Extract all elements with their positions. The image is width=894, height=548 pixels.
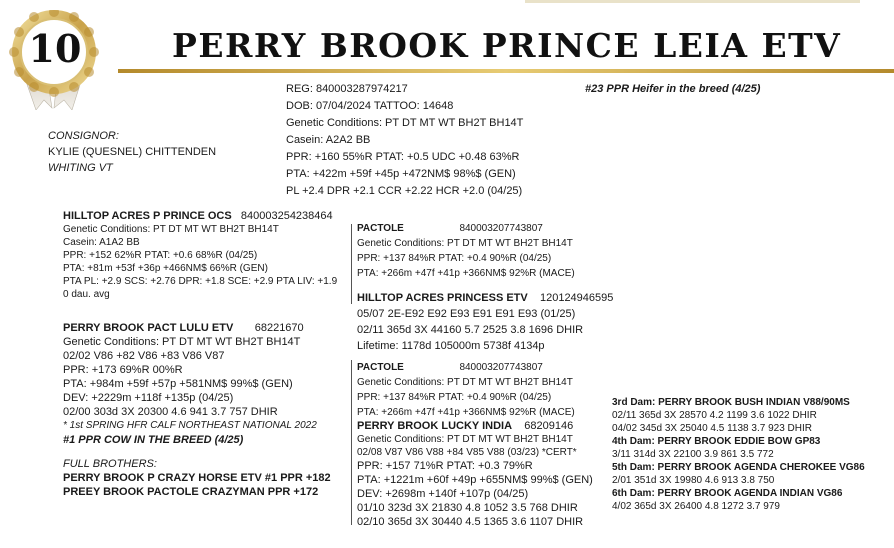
ancestry-label: 6th Dam: PERRY BROOK AGENDA INDIAN VG86 (612, 488, 843, 499)
dams-sire-line: Genetic Conditions: PT DT MT WT BH2T BH14T (357, 377, 573, 388)
dam-line: PPR: +173 69%R 00%R (63, 364, 183, 376)
consignor-name: KYLIE (QUESNEL) CHITTENDEN (48, 146, 217, 158)
sire-line: 0 dau. avg (63, 289, 110, 300)
ancestry-line: 04/02 345d 3X 25040 4.5 1138 3.7 923 DHIR (612, 423, 812, 434)
sires-dam-line: Lifetime: 1178d 105000m 5738f 4134p (357, 340, 545, 352)
dams-sire-reg: 840003207743807 (459, 362, 543, 373)
sires-sire-reg: 840003207743807 (459, 223, 543, 234)
dams-dam-name: PERRY BROOK LUCKY INDIA (357, 420, 513, 432)
dams-sire-block (357, 361, 575, 419)
consignor-block (48, 129, 216, 175)
ancestry-line: 4/02 365d 3X 26400 4.8 1272 3.7 979 (612, 501, 780, 512)
sire-connector-line (351, 224, 352, 304)
dam-line: Genetic Conditions: PT DT MT WT BH2T BH14T (63, 336, 301, 348)
sires-dam-line: 05/07 2E-E92 E92 E93 E91 E91 E93 (01/25) (357, 308, 576, 320)
title-underline (118, 69, 894, 73)
dam-note-show: * 1st SPRING HFR CALF NORTHEAST NATIONAL 2022 (63, 420, 317, 431)
animal-genetic: Genetic Conditions: PT DT MT WT BH2T BH14T (286, 117, 524, 129)
consignor-location: WHITING VT (48, 162, 113, 174)
sires-dam-name: HILLTOP ACRES PRINCESS ETV (357, 292, 528, 304)
dams-dam-line: 02/08 V87 V86 V88 +84 V85 V88 (03/23) *CERT* (357, 447, 577, 458)
sire-reg: 840003254238464 (240, 210, 333, 222)
sires-sire-line: PPR: +137 84%R PTAT: +0.4 90%R (04/25) (357, 253, 552, 264)
ancestry-label: 4th Dam: PERRY BROOK EDDIE BOW GP83 (612, 436, 821, 447)
ancestry-block (612, 396, 865, 513)
ancestry-line: 02/11 365d 3X 28570 4.2 1199 3.6 1022 DHIR (612, 410, 817, 421)
ancestry-line: 2/01 351d 3X 19980 4.6 913 3.8 750 (612, 475, 775, 486)
header-note: #23 PPR Heifer in the breed (4/25) (585, 83, 761, 95)
sire-name: HILLTOP ACRES P PRINCE OCS (63, 210, 232, 222)
sires-dam-line: 02/11 365d 3X 44160 5.7 2525 3.8 1696 DHIR (357, 324, 584, 336)
dams-sire-name: PACTOLE (357, 362, 404, 373)
dams-dam-reg: 68209146 (524, 420, 574, 432)
top-accent-rule (525, 0, 860, 3)
sire-line: PTA PL: +2.9 SCS: +2.76 DPR: +1.8 SCE: +2.9 PTA LIV: +1.9 (63, 276, 338, 287)
sires-dam-block (357, 291, 613, 353)
dams-dam-line: 01/10 323d 3X 21830 4.8 1052 3.5 768 DHIR (357, 502, 578, 514)
lot-number: 10 (28, 26, 82, 71)
dam-line: 02/00 303d 3X 20300 4.6 941 3.7 757 DHIR (63, 406, 278, 418)
dam-line: 02/02 V86 +82 V86 +83 V86 V87 (63, 350, 225, 362)
animal-dob: DOB: 07/04/2024 TATTOO: 14648 (286, 100, 454, 112)
full-brother-item: PERRY BROOK P CRAZY HORSE ETV #1 PPR +182 (63, 472, 331, 484)
sire-block (63, 209, 337, 301)
sire-line: Genetic Conditions: PT DT MT WT BH2T BH14T (63, 224, 279, 235)
animal-details (286, 82, 523, 198)
sires-sire-line: PTA: +266m +47f +41p +366NM$ 92%R (MACE) (357, 268, 575, 279)
sires-sire-block (357, 222, 575, 280)
animal-reg: REG: 840003287974217 (286, 83, 408, 95)
sire-line: PTA: +81m +53f +36p +466NM$ 66%R (GEN) (63, 263, 268, 274)
page-title: PERRY BROOK PRINCE LEIA ETV (172, 26, 842, 65)
dams-dam-line: Genetic Conditions: PT DT MT WT BH2T BH14T (357, 434, 573, 445)
dam-name: PERRY BROOK PACT LULU ETV (63, 322, 234, 334)
sires-dam-reg: 120124946595 (539, 292, 614, 304)
dams-sire-line: PTA: +266m +47f +41p +366NM$ 92%R (MACE) (357, 407, 575, 418)
full-brother-item: PREEY BROOK PACTOLE CRAZYMAN PPR +172 (63, 486, 319, 498)
animal-pta: PTA: +422m +59f +45p +472NM$ 98%$ (GEN) (286, 168, 516, 180)
dam-line: PTA: +984m +59f +57p +581NM$ 99%$ (GEN) (63, 378, 293, 390)
ancestry-label: 3rd Dam: PERRY BROOK BUSH INDIAN V88/90MS (612, 397, 850, 408)
dam-reg: 68221670 (254, 322, 304, 334)
dams-dam-line: 02/10 365d 3X 30440 4.5 1365 3.6 1107 DHIR (357, 516, 584, 528)
dam-connector-line (351, 360, 352, 525)
sires-sire-name: PACTOLE (357, 223, 404, 234)
animal-casein: Casein: A2A2 BB (286, 134, 371, 146)
full-brothers-block (63, 457, 331, 499)
sires-sire-line: Genetic Conditions: PT DT MT WT BH2T BH14T (357, 238, 573, 249)
sire-line: PPR: +152 62%R PTAT: +0.6 68%R (04/25) (63, 250, 258, 261)
dams-sire-line: PPR: +137 84%R PTAT: +0.4 90%R (04/25) (357, 392, 552, 403)
full-brothers-label: FULL BROTHERS: (63, 458, 157, 470)
dam-note-rank: #1 PPR COW IN THE BREED (4/25) (63, 434, 244, 446)
consignor-label: CONSIGNOR: (48, 130, 119, 142)
animal-ppr: PPR: +160 55%R PTAT: +0.5 UDC +0.48 63%R (286, 151, 520, 163)
dams-dam-line: PTA: +1221m +60f +49p +655NM$ 99%$ (GEN) (357, 474, 593, 486)
animal-pl: PL +2.4 DPR +2.1 CCR +2.22 HCR +2.0 (04/25) (286, 185, 523, 197)
ancestry-label: 5th Dam: PERRY BROOK AGENDA CHEROKEE VG86 (612, 462, 865, 473)
ancestry-line: 3/11 314d 3X 22100 3.9 861 3.5 772 (612, 449, 774, 460)
dams-dam-line: PPR: +157 71%R PTAT: +0.3 79%R (357, 460, 533, 472)
dams-dam-block (357, 419, 593, 529)
dam-block (63, 321, 317, 447)
dams-dam-line: DEV: +2698m +140f +107p (04/25) (357, 488, 529, 500)
sire-line: Casein: A1A2 BB (63, 237, 140, 248)
dam-line: DEV: +2229m +118f +135p (04/25) (63, 392, 234, 404)
